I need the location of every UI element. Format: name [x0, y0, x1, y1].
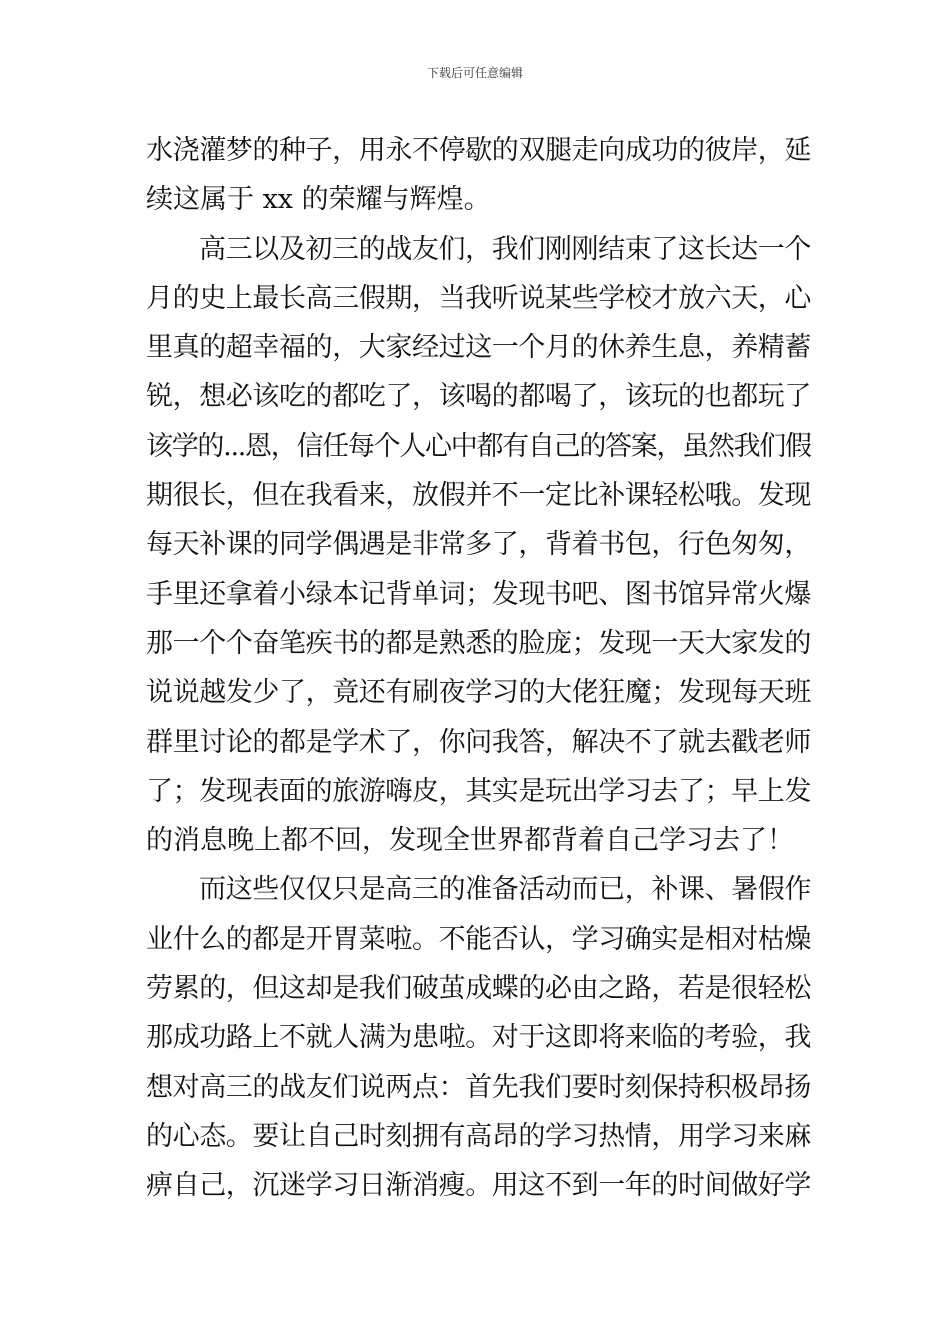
text-line: 了；发现表面的旅游嗨皮，其实是玩出学习去了；早上发 — [146, 775, 811, 807]
text-line: 想对高三的战友们说两点：首先我们要时刻保持积极昂扬 — [146, 1071, 811, 1103]
text-line: 该学的...恩，信任每个人心中都有自己的答案，虽然我们假 — [146, 430, 811, 462]
text-line: 说说越发少了，竟还有刷夜学习的大佬狂魔；发现每天班 — [146, 677, 811, 709]
text-line: 而这些仅仅只是高三的准备活动而已，补课、暑假作 — [199, 874, 812, 906]
text-line: 的心态。要让自己时刻拥有高昂的学习热情，用学习来麻 — [146, 1120, 811, 1152]
text-line: 水浇灌梦的种子，用永不停歇的双腿走向成功的彼岸，延 — [146, 135, 811, 166]
document-body — [146, 126, 811, 1211]
text-line: 群里讨论的都是学术了，你问我答，解决不了就去戳老师 — [146, 726, 811, 758]
text-line: 锐，想必该吃的都吃了，该喝的都喝了，该玩的也都玩了 — [146, 381, 811, 413]
text-line: 痹自己，沉迷学习日渐消瘦。用这不到一年的时间做好学 — [146, 1170, 811, 1202]
text-line: 那一个个奋笔疾书的都是熟悉的脸庞；发现一天大家发的 — [146, 627, 811, 659]
text-line: 高三以及初三的战友们，我们刚刚结束了这长达一个 — [199, 233, 812, 265]
text-line: 期很长，但在我看来，放假并不一定比补课轻松哦。发现 — [146, 480, 811, 512]
text-line: 月的史上最长高三假期，当我听说某些学校才放六天，心 — [146, 282, 811, 314]
text-line: 那成功路上不就人满为患啦。对于这即将来临的考验，我 — [146, 1022, 811, 1054]
page-header: 下载后可任意编辑 — [426, 66, 523, 80]
text-line: 续这属于 xx 的荣耀与辉煌。 — [146, 184, 491, 216]
text-line: 业什么的都是开胃菜啦。不能否认，学习确实是相对枯燥 — [146, 923, 811, 955]
text-line: 的消息晚上都不回，发现全世界都背着自己学习去了！ — [146, 825, 794, 857]
text-line: 手里还拿着小绿本记背单词；发现书吧、图书馆异常火爆 — [146, 578, 811, 610]
text-line: 里真的超幸福的，大家经过这一个月的休养生息，养精蓄 — [146, 332, 811, 364]
text-line: 劳累的，但这却是我们破茧成蝶的必由之路，若是很轻松 — [146, 973, 811, 1005]
text-line: 每天补课的同学偶遇是非常多了，背着书包，行色匆匆， — [146, 529, 811, 561]
